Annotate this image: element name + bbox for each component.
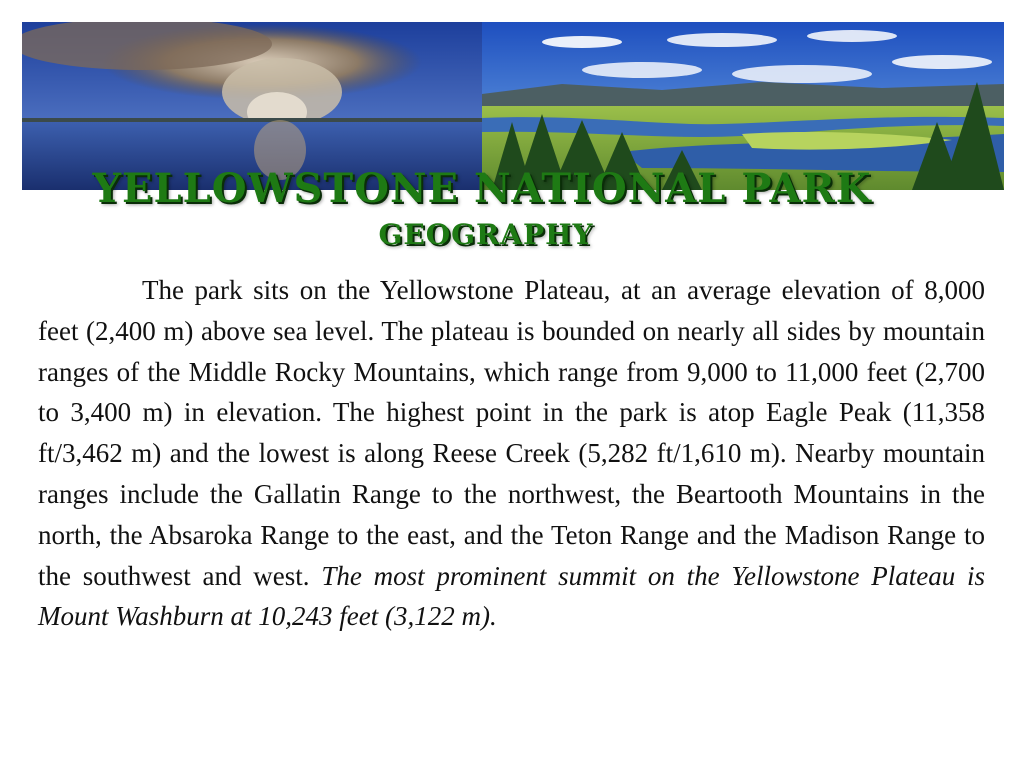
- slide-subtitle: GEOGRAPHY: [378, 218, 594, 251]
- paragraph-italic-sentence: The most prominent summit on the Yellowstone Plateau is Mount Washburn at 10,243 feet (3,122 m).: [38, 560, 985, 632]
- paragraph-body: The park sits on the Yellowstone Plateau, at an average elevation of 8,000 feet (2,400 m) above sea level. The plateau is bounded on nearly all sides by mountain ranges of the Middle Rocky Mountains, which range from 9,000 to 11,000 feet (2,700 to 3,400 m) in elevation. The highest point in the park is atop Eagle Peak (11,358 ft/3,462 m) and the lowest is along Reese Creek (5,282 ft/1,610 m). Nearby mountain ranges include the Gallatin Range to the northwest, the Beartooth Mountains in the north, the Absaroka Range to the east, and the Teton Range and the Madison Range to the southwest and west.: [38, 275, 985, 591]
- slide-title: YELLOWSTONE NATIONAL PARK: [92, 165, 872, 212]
- geography-paragraph: [38, 270, 985, 637]
